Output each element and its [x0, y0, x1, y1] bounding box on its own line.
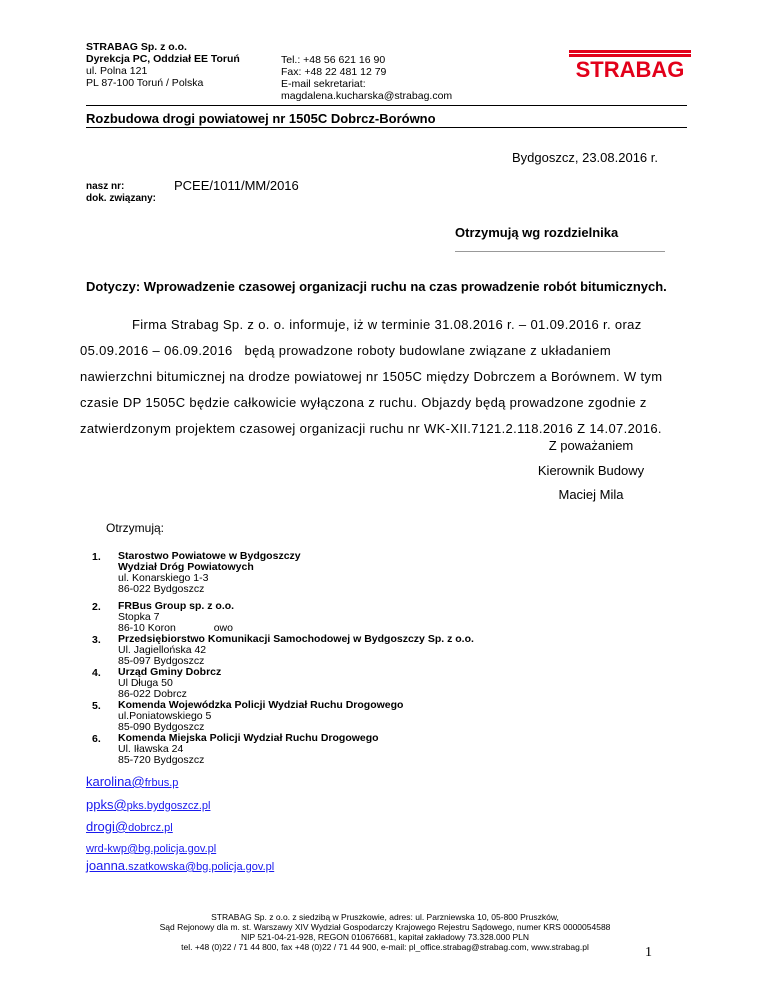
- related-doc-label: dok. związany:: [86, 193, 157, 204]
- email-user: karolina@: [86, 774, 145, 789]
- letter-body: [80, 312, 665, 442]
- company-email-label: E-mail sekretariat:: [281, 78, 366, 90]
- footer-line: NIP 521-04-21-928, REGON 010676681, kapitał zakładowy 73.328.000 PLN: [240, 932, 530, 942]
- email-domain: .szatkowska@bg.policja.gov.pl: [125, 861, 275, 873]
- email-link[interactable]: [86, 773, 178, 791]
- recipient-line: 86-022 Bydgoszcz: [118, 583, 205, 595]
- recipient-number: 5.: [92, 700, 101, 712]
- page-number: 1: [645, 945, 652, 960]
- recipient-line: 85-097 Bydgoszcz: [118, 655, 205, 667]
- email-link[interactable]: [86, 839, 216, 857]
- recipient-entry: [118, 601, 234, 634]
- body-line: Firma Strabag Sp. z o. o. informuje, iż w terminie 31.08.2016 r. – 01.09.2016 r. oraz: [132, 317, 642, 332]
- email-link[interactable]: [86, 818, 173, 836]
- recipient-entry: [118, 700, 403, 733]
- recipients-label: Otrzymują:: [106, 521, 165, 535]
- email-user: drogi@: [86, 819, 129, 834]
- recipient-entry: [118, 634, 474, 667]
- recipient-line: FRBus Group sp. z o.o.: [118, 600, 235, 612]
- addressee: Otrzymują wg rozdzielnika: [455, 225, 619, 240]
- email-user: ppks@: [86, 797, 127, 812]
- email-user: wrd-kwp@bg.policja.gov.pl: [86, 843, 217, 855]
- recipient-line: Ul. Iławska 24: [118, 743, 184, 755]
- project-title: Rozbudowa drogi powiatowej nr 1505C Dobrcz-Borówno: [86, 111, 436, 126]
- logo-text: STRABAG: [575, 57, 685, 82]
- recipient-line: Wydział Dróg Powiatowych: [118, 561, 254, 573]
- company-email: magdalena.kucharska@strabag.com: [281, 90, 453, 102]
- divider-title: [86, 127, 687, 128]
- email-user: joanna: [86, 858, 126, 873]
- signature-name: Maciej Mila: [558, 487, 624, 502]
- recipient-line: Komenda Miejska Policji Wydział Ruchu Drogowego: [118, 732, 379, 744]
- our-number-label: nasz nr:: [86, 181, 125, 192]
- recipient-line: Stopka 7: [118, 611, 160, 623]
- divider-top: [86, 105, 687, 106]
- company-address-block: [86, 41, 240, 89]
- recipient-number: 6.: [92, 733, 101, 745]
- footer-line: Sąd Rejonowy dla m. st. Warszawy XIV Wydział Gospodarczy Krajowego Rejestru Sądowego, numer KRS 0000054588: [159, 922, 611, 932]
- addressee-underline: [455, 251, 665, 252]
- company-tel: Tel.: +48 56 621 16 90: [281, 54, 386, 66]
- footer-line: STRABAG Sp. z o.o. z siedzibą w Pruszkowie, adres: ul. Parzniewska 10, 05-800 Pruszków,: [211, 912, 559, 922]
- recipient-entry: [118, 733, 379, 766]
- email-domain: pks.bydgoszcz.pl: [126, 800, 211, 812]
- recipient-line: Starostwo Powiatowe w Bydgoszczy: [118, 550, 301, 562]
- body-line: 05.09.2016 – 06.09.2016 będą prowadzone roboty budowlane związane z układaniem: [80, 343, 612, 358]
- subject: Dotyczy: Wprowadzenie czasowej organizacji ruchu na czas prowadzenie robót bitumicznych.: [86, 279, 667, 294]
- our-number: PCEE/1011/MM/2016: [174, 178, 299, 193]
- email-domain: dobrcz.pl: [128, 822, 173, 834]
- recipient-line: Ul Długa 50: [118, 677, 173, 689]
- body-line: zatwierdzonym projektem czasowej organizacji ruchu nr WK-XII.7121.2.118.2016 Z 14.07.2016.: [80, 421, 662, 436]
- company-city: PL 87-100 Toruń / Polska: [86, 77, 204, 89]
- body-line: czasie DP 1505C będzie całkowicie wyłączona z ruchu. Objazdy będą prowadzone zgodnie z: [80, 395, 647, 410]
- signature-greeting: Z poważaniem: [548, 438, 634, 453]
- recipient-entry: [118, 551, 301, 595]
- signature-role: Kierownik Budowy: [537, 463, 645, 478]
- recipient-line: Ul. Jagiellońska 42: [118, 644, 207, 656]
- recipient-line: 85-090 Bydgoszcz: [118, 721, 205, 733]
- company-street: ul. Polna 121: [86, 65, 148, 77]
- place-date: Bydgoszcz, 23.08.2016 r.: [512, 150, 658, 165]
- recipient-number: 2.: [92, 601, 101, 613]
- recipient-line: ul. Konarskiego 1-3: [118, 572, 209, 584]
- recipient-number: 1.: [92, 551, 101, 563]
- footer: [80, 912, 690, 952]
- email-domain: frbus.p: [144, 777, 179, 789]
- recipient-line: 85-720 Bydgoszcz: [118, 754, 205, 766]
- email-link[interactable]: [86, 857, 274, 875]
- company-division: Dyrekcja PC, Oddział EE Toruń: [86, 53, 240, 65]
- company-fax: Fax: +48 22 481 12 79: [281, 66, 387, 78]
- recipient-line: Przedsiębiorstwo Komunikacji Samochodowej w Bydgoszczy Sp. z o.o.: [118, 633, 474, 645]
- logo-bar-top: [569, 50, 691, 53]
- footer-line: tel. +48 (0)22 / 71 44 800, fax +48 (0)22 / 71 44 900, e-mail: pl_office.strabag@strabag.com, www.strabag.pl: [181, 942, 589, 952]
- recipient-entry: [118, 667, 221, 700]
- recipient-line: ul.Poniatowskiego 5: [118, 710, 212, 722]
- recipient-number: 4.: [92, 667, 101, 679]
- email-link[interactable]: [86, 796, 210, 814]
- recipient-line: Urząd Gminy Dobrcz: [118, 666, 222, 678]
- recipient-number: 3.: [92, 634, 101, 646]
- strabag-logo: [569, 50, 691, 82]
- recipient-line: 86-022 Dobrcz: [118, 688, 187, 700]
- body-line: nawierzchni bitumicznej na drodze powiatowej nr 1505C między Dobrczem a Borównem. W tym: [80, 369, 663, 384]
- recipient-line: 86-10 Koron owo: [118, 622, 233, 634]
- company-name: STRABAG Sp. z o.o.: [86, 41, 187, 53]
- company-contact-block: [281, 54, 452, 102]
- recipient-line: Komenda Wojewódzka Policji Wydział Ruchu Drogowego: [118, 699, 404, 711]
